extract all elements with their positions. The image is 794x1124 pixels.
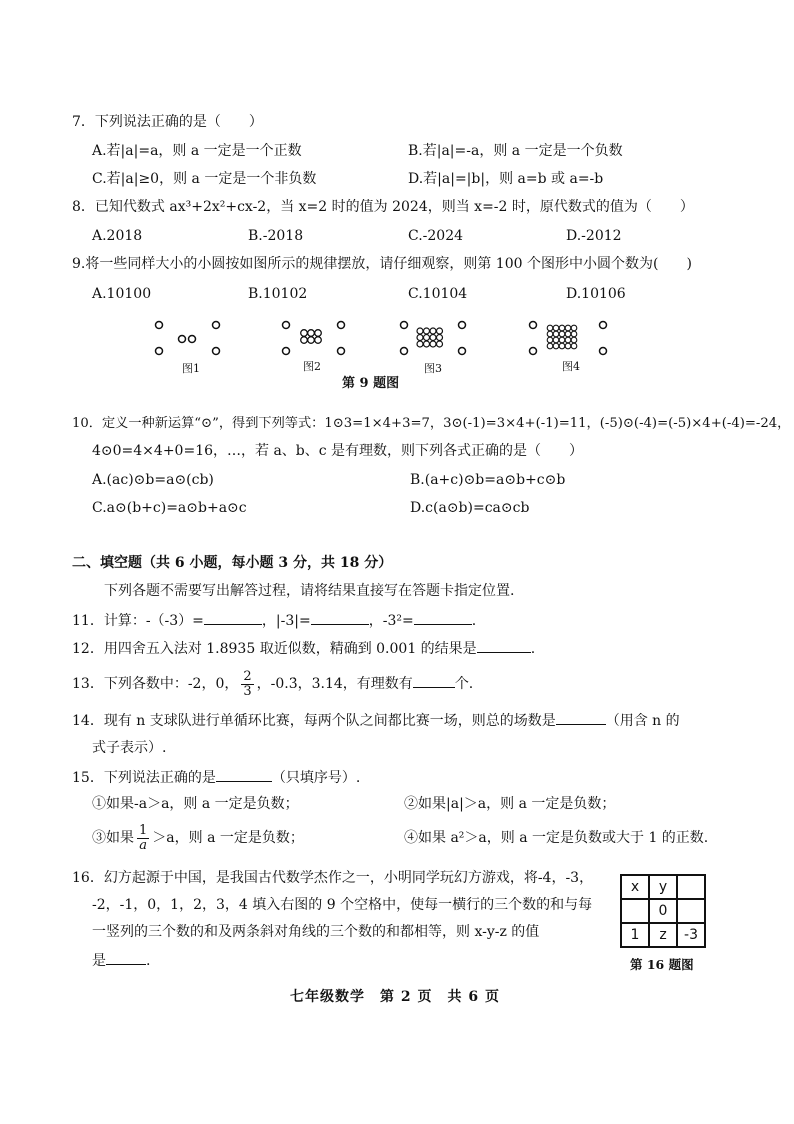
q10-line-2: 4⊙0=4×4+0=16，…，若 a、b、c 是有理数，则下列各式正确的是（ ） (92, 443, 584, 459)
q16-line-4 (92, 950, 150, 971)
q13-part-b: ，-0.3̇，3.14，有理数有 (256, 676, 413, 692)
q12-part-b: . (530, 641, 536, 657)
magic-cell: -3 (677, 923, 705, 947)
magic-cell: y (649, 875, 677, 899)
q15-option-3 (92, 822, 304, 854)
q14-part-a: 14．现有 n 支球队进行单循环比赛，每两个队之间都比赛一场，则总的场数是 (72, 713, 556, 729)
q15-option-3-numerator: 1 (139, 822, 148, 838)
q7-option-d: D.若|a|=|b|，则 a=b 或 a=-b (408, 171, 604, 187)
q15-blank[interactable] (216, 767, 272, 782)
q15-option-1: ①如果-a＞a，则 a 一定是负数； (92, 796, 299, 812)
q8-option-c: C.-2024 (408, 228, 464, 244)
q16-line-3: 一竖列的三个数的和及两条斜对角线的三个数的和都相等，则 x-y-z 的值 (92, 924, 540, 940)
q14-part-b: （用含 n 的 (605, 713, 680, 729)
magic-cell: 0 (649, 899, 677, 923)
page-footer: 七年级数学 第 2 页 共 6 页 (290, 989, 500, 1005)
q9-option-a: A.10100 (92, 286, 152, 302)
q13-blank[interactable] (413, 673, 455, 688)
q13 (72, 668, 473, 700)
q13-fraction (241, 670, 253, 699)
q9-caption-1: 图1 (182, 362, 200, 375)
q9-caption-2: 图2 (303, 360, 321, 373)
q8-option-d: D.-2012 (566, 228, 622, 244)
magic-cell (677, 875, 705, 899)
q10-line-1: 10．定义一种新运算“⊙”，得到下列等式：1⊙3=1×4+3=7，3⊙(-1)=3×4+(-1)=11，(-5)⊙(-4)=(-5)×4+(-4)=-24， (72, 416, 791, 431)
q16-line-2: -2，-1，0，1，2，3，4 填入右图的 9 个空格中，使每一横行的三个数的和与每 (92, 897, 593, 913)
q9-figure-4 (524, 316, 614, 360)
magic-cell: z (649, 923, 677, 947)
q7-option-b: B.若|a|=-a，则 a 一定是一个负数 (408, 143, 623, 159)
q9-figure-3 (396, 316, 472, 360)
q13-part-c: 个. (454, 676, 474, 692)
q10-option-b: B.(a+c)⊙b=a⊙b+c⊙b (410, 472, 566, 488)
q16-figure-title: 第 16 题图 (630, 957, 694, 972)
q15 (72, 767, 360, 788)
q15-option-3-fraction (137, 824, 149, 853)
magic-cell (621, 899, 649, 923)
q9-option-b: B.10102 (248, 286, 308, 302)
q11-blank-1[interactable] (204, 610, 262, 625)
q11-blank-3[interactable] (414, 610, 472, 625)
q10-option-c: C.a⊙(b+c)=a⊙b+a⊙c (92, 500, 247, 516)
q16-part-b: . (146, 953, 151, 969)
q9-caption-4: 图4 (562, 360, 580, 373)
q9-figure-1 (150, 316, 230, 360)
q8-stem: 8．已知代数式 ax³+2x²+cx-2，当 x=2 时的值为 2024，则当 x=-2 时，原代数式的值为（ ） (72, 199, 694, 215)
q16-blank[interactable] (106, 950, 146, 965)
q11 (72, 610, 476, 631)
q7-option-c: C.若|a|≥0，则 a 一定是一个非负数 (92, 171, 317, 187)
q16-part-a: 是 (92, 953, 106, 969)
q10-option-a: A.(ac)⊙b=a⊙(cb) (92, 472, 214, 488)
q8-option-a: A.2018 (92, 228, 143, 244)
magic-cell: 1 (621, 923, 649, 947)
q15-part-a: 15．下列说法正确的是 (72, 770, 216, 786)
q13-part-a: 13．下列各数中：-2，0， (72, 676, 239, 692)
q15-option-3-part-a: ③如果 (92, 830, 134, 846)
section-2-instruction: 下列各题不需要写出解答过程，请将结果直接写在答题卡指定位置. (104, 583, 515, 599)
q11-part-b: ，|-3|= (261, 613, 311, 629)
magic-cell: x (621, 875, 649, 899)
q7-option-a: A.若|a|=a，则 a 一定是一个正数 (92, 143, 302, 159)
q15-option-3-denominator: a (139, 837, 148, 853)
magic-cell (677, 899, 705, 923)
q15-part-b: （只填序号）. (271, 770, 361, 786)
q14-line-1 (72, 710, 680, 731)
q15-option-3-part-b: ＞a，则 a 一定是负数； (152, 830, 304, 846)
q14-blank[interactable] (556, 710, 606, 725)
section-2-heading: 二、填空题（共 6 小题，每小题 3 分，共 18 分） (72, 555, 393, 571)
q9-option-c: C.10104 (408, 286, 468, 302)
q14-line-2: 式子表示）. (92, 740, 167, 756)
q7-stem: 7．下列说法正确的是（ ） (72, 114, 263, 130)
q11-part-c: ，-3²= (368, 613, 414, 629)
q12 (72, 638, 535, 659)
q9-stem: 9.将一些同样大小的小圆按如图所示的规律摆放，请仔细观察，则第 100 个图形中小圆个数为( ) (72, 256, 692, 272)
q12-blank[interactable] (477, 638, 531, 653)
q16-magic-square (620, 874, 706, 948)
q15-option-2: ②如果|a|＞a，则 a 一定是负数； (404, 796, 616, 812)
q15-option-4: ④如果 a²＞a，则 a 一定是负数或大于 1 的正数. (404, 830, 709, 846)
q12-part-a: 12．用四舍五入法对 1.8935 取近似数，精确到 0.001 的结果是 (72, 641, 477, 657)
q8-option-b: B.-2018 (248, 228, 304, 244)
q9-figure-2 (278, 316, 354, 360)
q11-part-a: 11．计算：-（-3）= (72, 613, 204, 629)
q11-part-d: . (471, 613, 477, 629)
q9-figure-title: 第 9 题图 (342, 376, 400, 391)
q10-option-d: D.c(a⊙b)=ca⊙cb (410, 500, 530, 516)
q13-fraction-denominator: 3 (243, 683, 252, 699)
q11-blank-2[interactable] (311, 610, 369, 625)
q16-line-1: 16．幻方起源于中国，是我国古代数学杰作之一，小明同学玩幻方游戏，将-4，-3， (72, 870, 594, 886)
q9-option-d: D.10106 (566, 286, 626, 302)
q13-fraction-numerator: 2 (243, 668, 252, 684)
q9-caption-3: 图3 (424, 362, 442, 375)
